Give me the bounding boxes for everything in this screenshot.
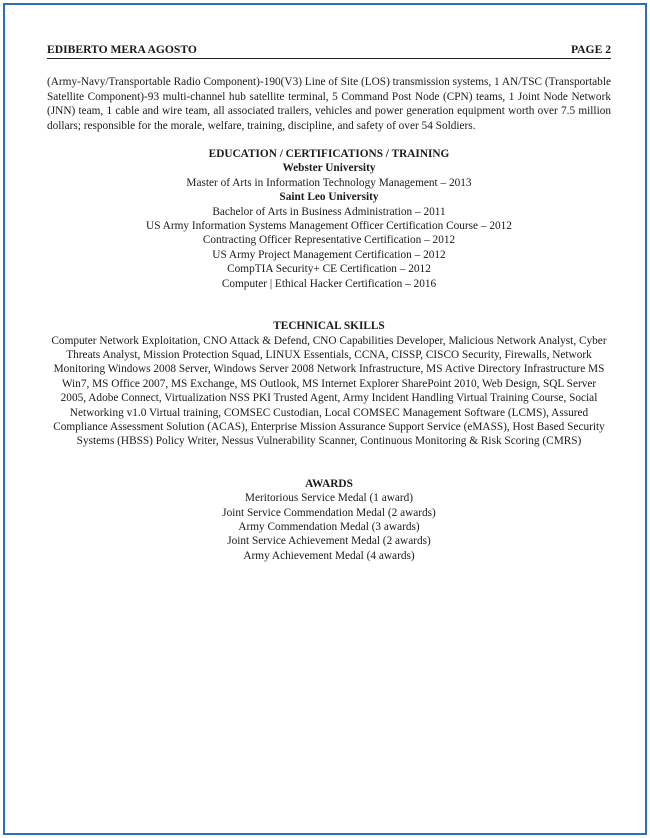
award-item: Joint Service Achievement Medal (2 awards) — [227, 535, 431, 548]
education-item: US Army Information Systems Management Officer Certification Course – 2012 — [146, 220, 512, 233]
resume-page — [47, 43, 611, 563]
award-item: Army Achievement Medal (4 awards) — [243, 549, 415, 562]
page-number: PAGE 2 — [570, 43, 611, 56]
education-item: Bachelor of Arts in Business Administration – 2011 — [212, 205, 446, 218]
education-item: US Army Project Management Certification – 2012 — [212, 248, 446, 261]
education-item: Computer | Ethical Hacker Certification – 2016 — [221, 277, 437, 290]
awards-title: AWARDS — [305, 477, 353, 490]
degree-line: Master of Arts in Information Technology Management – 2013 — [186, 176, 472, 189]
award-item: Army Commendation Medal (3 awards) — [238, 520, 420, 533]
candidate-name: EDIBERTO MERA AGOSTO — [47, 43, 197, 56]
school-name: Webster University — [282, 162, 376, 175]
school-name: Saint Leo University — [279, 191, 379, 204]
awards-section — [47, 477, 611, 563]
skills-title: TECHNICAL SKILLS — [273, 320, 385, 333]
experience-continuation: (Army-Navy/Transportable Radio Component)-190(V3) Line of Site (LOS) transmission systems, 1 AN/TSC (Transportable Satellite Component)-93 multi-channel hub satellite terminal, 5 Command Post Node (CPN) teams, 1 Joint Node Network (JNN) team, 1 cable and wire team, all associated trailers, vehicles and power generation equipment worth over 7.5 million dollars; responsible for the morale, welfare, training, discipline, and safety of over 54 Soldiers. — [47, 76, 611, 132]
education-section — [47, 147, 611, 291]
award-item: Joint Service Commendation Medal (2 awards) — [222, 506, 436, 519]
education-item: CompTIA Security+ CE Certification – 2012 — [227, 263, 431, 276]
page-header — [47, 43, 611, 59]
skills-section — [47, 319, 611, 449]
award-item: Meritorious Service Medal (1 award) — [244, 492, 414, 505]
education-item: Contracting Officer Representative Certification – 2012 — [202, 234, 456, 247]
page-frame — [3, 3, 647, 835]
education-title: EDUCATION / CERTIFICATIONS / TRAINING — [208, 148, 450, 161]
skills-body: Computer Network Exploitation, CNO Attack & Defend, CNO Capabilities Developer, Malicious Network Analyst, Cyber Threats Analyst, Mission Protection Squad, LINUX Essentials, CCNA, CISSP, CISCO Security, Firewalls, Network Monitoring Windows 2008 Server, Windows Server 2008 Network Infrastructure, MS Active Directory Infrastructure MS Win7, MS Office 2007, MS Exchange, MS Outlook, MS Internet Explorer SharePoint 2010, Web Design, SQL Server 2005, Adobe Connect, Virtualization NSS PKI Trusted Agent, Army Incident Handling Virtual Training Course, Social Networking v1.0 Virtual training, COMSEC Custodian, Local COMSEC Management Software (LCMS), Assured Compliance Assessment Solution (ACAS), Enterprise Mission Assurance Support Service (eMASS), Host Based Security Systems (HBSS) Policy Writer, Nessus Vulnerability Scanner, Continuous Monitoring & Risk Scoring (CMRS) — [51, 334, 607, 448]
